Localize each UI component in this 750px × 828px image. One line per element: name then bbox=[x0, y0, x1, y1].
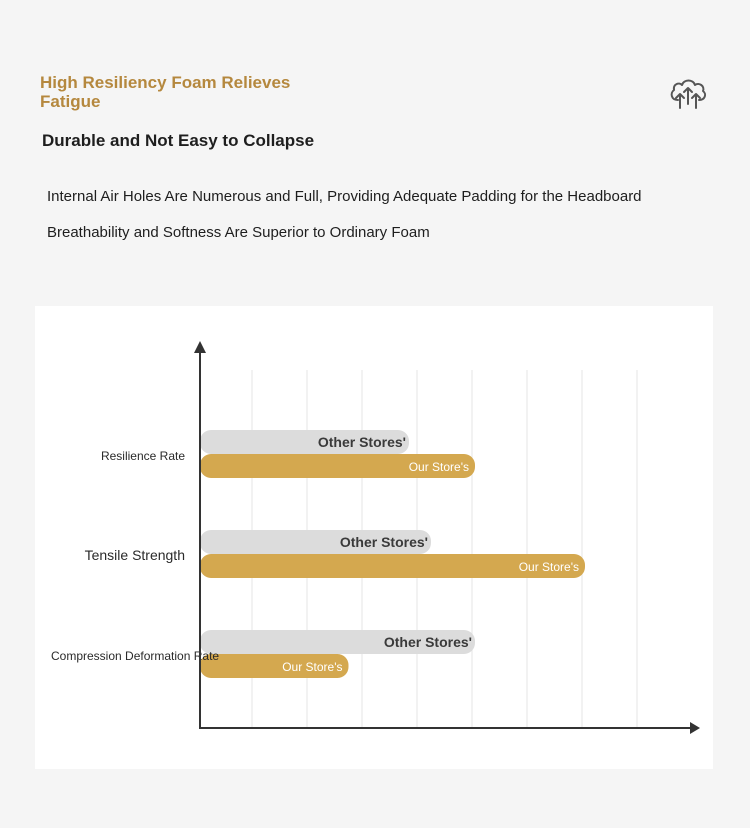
tree-icon bbox=[668, 74, 708, 110]
page-subtitle: Durable and Not Easy to Collapse bbox=[42, 131, 315, 150]
bar-label-our-store: Our Store's bbox=[518, 560, 579, 574]
category-label: Compression Deformation Rate bbox=[51, 649, 220, 663]
category-label: Tensile Strength bbox=[84, 547, 185, 563]
x-axis-arrow bbox=[690, 722, 700, 734]
feature-text-2: Breathability and Softness Are Superior to Ordinary Foam bbox=[47, 224, 430, 241]
bar-label-other-stores: Other Stores' bbox=[383, 634, 472, 650]
bar-label-other-stores: Other Stores' bbox=[317, 434, 406, 450]
y-axis-arrow bbox=[194, 341, 206, 353]
category-label: Resilience Rate bbox=[100, 449, 185, 463]
bar-label-other-stores: Other Stores' bbox=[339, 534, 428, 550]
page-title: High Resiliency Foam Relieves Fatigue bbox=[40, 73, 291, 111]
chart-card bbox=[35, 306, 713, 769]
bar-chart bbox=[35, 306, 713, 769]
bar-label-our-store: Our Store's bbox=[408, 460, 469, 474]
bar-label-our-store: Our Store's bbox=[282, 660, 343, 674]
feature-text-1: Internal Air Holes Are Numerous and Full, Providing Adequate Padding for the Headboard bbox=[47, 188, 642, 205]
